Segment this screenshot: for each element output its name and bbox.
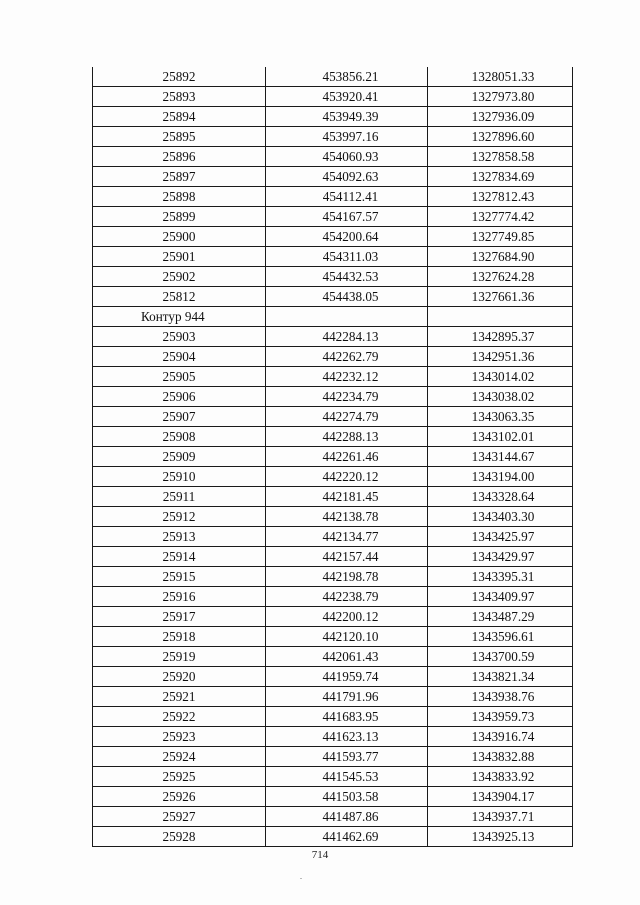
x-coordinate-cell: 442261.46 — [266, 447, 428, 467]
x-coordinate-cell: 442284.13 — [266, 327, 428, 347]
point-number-cell: 25925 — [93, 767, 266, 787]
table-row — [93, 227, 573, 247]
x-coordinate-cell: 442134.77 — [266, 527, 428, 547]
table-row — [93, 347, 573, 367]
y-coordinate-cell: 1343144.67 — [428, 447, 573, 467]
y-coordinate-cell: 1343429.97 — [428, 547, 573, 567]
x-coordinate-cell: 454167.57 — [266, 207, 428, 227]
point-number-cell: 25905 — [93, 367, 266, 387]
table-row — [93, 447, 573, 467]
point-number-cell: 25921 — [93, 687, 266, 707]
x-coordinate-cell: 441623.13 — [266, 727, 428, 747]
y-coordinate-cell: 1343487.29 — [428, 607, 573, 627]
y-coordinate-cell: 1343194.00 — [428, 467, 573, 487]
point-number-cell: 25898 — [93, 187, 266, 207]
y-coordinate-cell: 1343833.92 — [428, 767, 573, 787]
y-coordinate-cell: 1343925.13 — [428, 827, 573, 847]
point-number-cell: 25922 — [93, 707, 266, 727]
point-number-cell: 25896 — [93, 147, 266, 167]
point-number-cell: 25907 — [93, 407, 266, 427]
x-coordinate-cell: 442234.79 — [266, 387, 428, 407]
table-row — [93, 487, 573, 507]
x-coordinate-cell: 442262.79 — [266, 347, 428, 367]
table-row — [93, 407, 573, 427]
table-row — [93, 607, 573, 627]
table-row — [93, 547, 573, 567]
table-row — [93, 367, 573, 387]
x-coordinate-cell: 453997.16 — [266, 127, 428, 147]
y-coordinate-cell: 1343821.34 — [428, 667, 573, 687]
table-row — [93, 727, 573, 747]
x-coordinate-cell: 441959.74 — [266, 667, 428, 687]
table-row — [93, 427, 573, 447]
table-row — [93, 507, 573, 527]
table-row — [93, 107, 573, 127]
point-number-cell: 25900 — [93, 227, 266, 247]
point-number-cell: 25913 — [93, 527, 266, 547]
section-label: Контур 944 — [93, 307, 266, 327]
y-coordinate-cell: 1343937.71 — [428, 807, 573, 827]
x-coordinate-cell: 454432.53 — [266, 267, 428, 287]
y-coordinate-cell: 1343014.02 — [428, 367, 573, 387]
x-coordinate-cell: 442200.12 — [266, 607, 428, 627]
y-coordinate-cell: 1343395.31 — [428, 567, 573, 587]
y-coordinate-cell: 1342895.37 — [428, 327, 573, 347]
point-number-cell: 25909 — [93, 447, 266, 467]
point-number-cell: 25919 — [93, 647, 266, 667]
x-coordinate-cell: 442274.79 — [266, 407, 428, 427]
table-row — [93, 467, 573, 487]
table-row — [93, 627, 573, 647]
y-coordinate-cell: 1343038.02 — [428, 387, 573, 407]
table-row — [93, 147, 573, 167]
point-number-cell: 25916 — [93, 587, 266, 607]
table-row — [93, 387, 573, 407]
point-number-cell: 25894 — [93, 107, 266, 127]
x-coordinate-cell: 442232.12 — [266, 367, 428, 387]
y-coordinate-cell: 1327834.69 — [428, 167, 573, 187]
y-coordinate-cell: 1343328.64 — [428, 487, 573, 507]
x-coordinate-cell: 442198.78 — [266, 567, 428, 587]
x-coordinate-cell: 441791.96 — [266, 687, 428, 707]
x-coordinate-cell: 441487.86 — [266, 807, 428, 827]
x-coordinate-cell: 441462.69 — [266, 827, 428, 847]
y-coordinate-cell: 1343409.97 — [428, 587, 573, 607]
x-coordinate-cell: 442220.12 — [266, 467, 428, 487]
point-number-cell: 25927 — [93, 807, 266, 827]
table-row — [93, 687, 573, 707]
x-coordinate-cell: 442120.10 — [266, 627, 428, 647]
point-number-cell: 25914 — [93, 547, 266, 567]
y-coordinate-cell: 1327858.58 — [428, 147, 573, 167]
x-coordinate-cell: 442181.45 — [266, 487, 428, 507]
x-coordinate-cell: 454092.63 — [266, 167, 428, 187]
x-coordinate-cell: 454438.05 — [266, 287, 428, 307]
table-row — [93, 267, 573, 287]
table-row — [93, 287, 573, 307]
y-coordinate-cell: 1328051.33 — [428, 67, 573, 87]
x-coordinate-cell: 454311.03 — [266, 247, 428, 267]
point-number-cell: 25926 — [93, 787, 266, 807]
y-coordinate-cell: 1343904.17 — [428, 787, 573, 807]
point-number-cell: 25918 — [93, 627, 266, 647]
point-number-cell: 25892 — [93, 67, 266, 87]
x-coordinate-cell: 441593.77 — [266, 747, 428, 767]
y-coordinate-cell: 1327624.28 — [428, 267, 573, 287]
y-coordinate-cell: 1343916.74 — [428, 727, 573, 747]
x-coordinate-cell: 442138.78 — [266, 507, 428, 527]
y-coordinate-cell: 1327684.90 — [428, 247, 573, 267]
point-number-cell: 25917 — [93, 607, 266, 627]
point-number-cell: 25895 — [93, 127, 266, 147]
coordinates-table-body — [93, 67, 573, 847]
x-coordinate-cell: 442238.79 — [266, 587, 428, 607]
table-row — [93, 767, 573, 787]
point-number-cell: 25812 — [93, 287, 266, 307]
y-coordinate-cell: 1343700.59 — [428, 647, 573, 667]
point-number-cell: 25901 — [93, 247, 266, 267]
x-coordinate-cell: 441545.53 — [266, 767, 428, 787]
table-row — [93, 127, 573, 147]
y-coordinate-cell: 1343832.88 — [428, 747, 573, 767]
point-number-cell: 25903 — [93, 327, 266, 347]
point-number-cell: 25893 — [93, 87, 266, 107]
y-coordinate-cell: 1343938.76 — [428, 687, 573, 707]
x-coordinate-cell: 441503.58 — [266, 787, 428, 807]
x-coordinate-cell: 454060.93 — [266, 147, 428, 167]
table-row — [93, 827, 573, 847]
table-row — [93, 167, 573, 187]
x-coordinate-cell: 453856.21 — [266, 67, 428, 87]
y-coordinate-cell: 1343425.97 — [428, 527, 573, 547]
y-coordinate-cell: 1327896.60 — [428, 127, 573, 147]
point-number-cell: 25923 — [93, 727, 266, 747]
point-number-cell: 25924 — [93, 747, 266, 767]
y-coordinate-cell: 1343959.73 — [428, 707, 573, 727]
y-coordinate-cell: 1343102.01 — [428, 427, 573, 447]
x-coordinate-cell: 454112.41 — [266, 187, 428, 207]
point-number-cell: 25906 — [93, 387, 266, 407]
table-row — [93, 747, 573, 767]
y-coordinate-cell: 1327812.43 — [428, 187, 573, 207]
section-row — [93, 307, 573, 327]
x-coordinate-cell: 441683.95 — [266, 707, 428, 727]
y-coordinate-cell: 1327749.85 — [428, 227, 573, 247]
y-coordinate-cell: 1343403.30 — [428, 507, 573, 527]
point-number-cell: 25902 — [93, 267, 266, 287]
y-coordinate-cell: 1327774.42 — [428, 207, 573, 227]
point-number-cell: 25912 — [93, 507, 266, 527]
table-row — [93, 527, 573, 547]
x-coordinate-cell: 442288.13 — [266, 427, 428, 447]
y-coordinate-cell: 1343596.61 — [428, 627, 573, 647]
table-row — [93, 807, 573, 827]
y-coordinate-cell: 1327936.09 — [428, 107, 573, 127]
x-coordinate-cell: 442061.43 — [266, 647, 428, 667]
table-row — [93, 567, 573, 587]
y-coordinate-cell: 1342951.36 — [428, 347, 573, 367]
table-row — [93, 247, 573, 267]
point-number-cell: 25915 — [93, 567, 266, 587]
point-number-cell: 25908 — [93, 427, 266, 447]
table-row — [93, 207, 573, 227]
coordinates-table — [92, 67, 573, 847]
point-number-cell: 25904 — [93, 347, 266, 367]
table-row — [93, 647, 573, 667]
table-row — [93, 587, 573, 607]
empty-cell — [266, 307, 428, 327]
y-coordinate-cell: 1327661.36 — [428, 287, 573, 307]
point-number-cell: 25910 — [93, 467, 266, 487]
page-number: 714 — [311, 849, 329, 861]
table-row — [93, 87, 573, 107]
empty-cell — [428, 307, 573, 327]
table-row — [93, 667, 573, 687]
scan-speck — [300, 878, 302, 879]
x-coordinate-cell: 442157.44 — [266, 547, 428, 567]
x-coordinate-cell: 453920.41 — [266, 87, 428, 107]
y-coordinate-cell: 1327973.80 — [428, 87, 573, 107]
table-row — [93, 187, 573, 207]
x-coordinate-cell: 454200.64 — [266, 227, 428, 247]
point-number-cell: 25920 — [93, 667, 266, 687]
table-row — [93, 327, 573, 347]
point-number-cell: 25897 — [93, 167, 266, 187]
point-number-cell: 25911 — [93, 487, 266, 507]
point-number-cell: 25928 — [93, 827, 266, 847]
table-row — [93, 707, 573, 727]
point-number-cell: 25899 — [93, 207, 266, 227]
y-coordinate-cell: 1343063.35 — [428, 407, 573, 427]
table-row — [93, 787, 573, 807]
table-row — [93, 67, 573, 87]
x-coordinate-cell: 453949.39 — [266, 107, 428, 127]
